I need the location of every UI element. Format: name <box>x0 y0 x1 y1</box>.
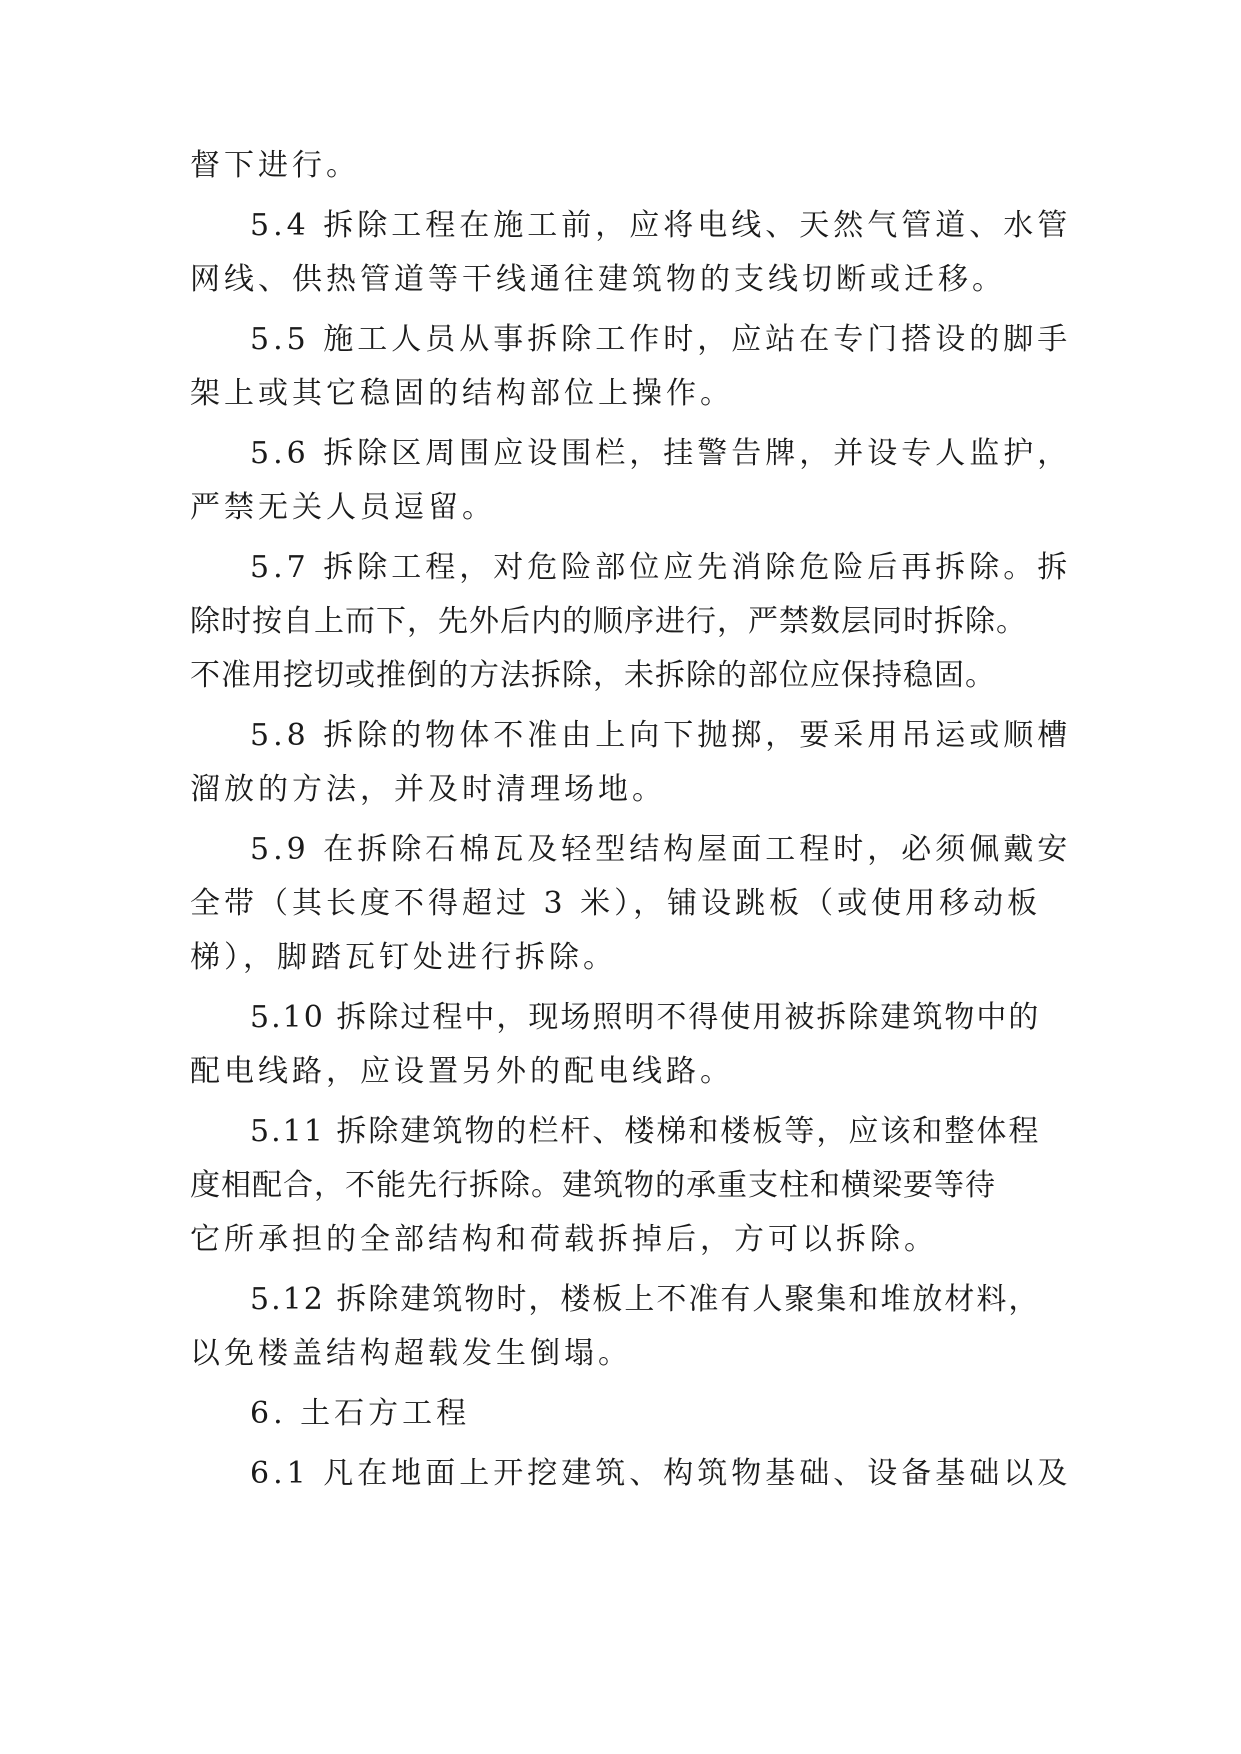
text-line: 不准用挖切或推倒的方法拆除，未拆除的部位应保持稳固。 <box>190 658 996 693</box>
paragraph-5-7: 5.7 拆除工程，对危险部位应先消除危险后再拆除。拆 <box>250 550 1072 585</box>
text-line: 它所承担的全部结构和荷载拆掉后，方可以拆除。 <box>190 1222 938 1257</box>
text-line: 梯），脚踏瓦钉处进行拆除。 <box>190 940 617 975</box>
paragraph-6-1: 6.1 凡在地面上开挖建筑、构筑物基础、设备基础以及 <box>250 1456 1072 1491</box>
text-line: 全带（其长度不得超过 3 米），铺设跳板（或使用移动板 <box>190 886 1042 921</box>
text-line: 配电线路，应设置另外的配电线路。 <box>190 1054 734 1089</box>
section-heading-6: 6. 土石方工程 <box>250 1396 471 1431</box>
text-line: 网线、供热管道等干线通往建筑物的支线切断或迁移。 <box>190 262 1006 297</box>
paragraph-5-5: 5.5 施工人员从事拆除工作时，应站在专门搭设的脚手 <box>250 322 1072 357</box>
paragraph-5-11: 5.11 拆除建筑物的栏杆、楼梯和楼板等，应该和整体程 <box>250 1114 1041 1149</box>
text-line: 督下进行。 <box>190 148 360 183</box>
paragraph-5-6: 5.6 拆除区周围应设围栏，挂警告牌，并设专人监护， <box>250 436 1072 471</box>
text-line: 除时按自上而下，先外后内的顺序进行，严禁数层同时拆除。 <box>190 604 1027 639</box>
paragraph-5-12: 5.12 拆除建筑物时，楼板上不准有人聚集和堆放材料， <box>250 1282 1041 1317</box>
text-line: 以免楼盖结构超载发生倒塌。 <box>190 1336 632 1371</box>
text-line: 严禁无关人员逗留。 <box>190 490 496 525</box>
text-line: 度相配合，不能先行拆除。建筑物的承重支柱和横梁要等待 <box>190 1168 996 1203</box>
paragraph-5-9: 5.9 在拆除石棉瓦及轻型结构屋面工程时，必须佩戴安 <box>250 832 1072 867</box>
text-line: 溜放的方法，并及时清理场地。 <box>190 772 666 807</box>
paragraph-5-8: 5.8 拆除的物体不准由上向下抛掷，要采用吊运或顺槽 <box>250 718 1072 753</box>
text-line: 架上或其它稳固的结构部位上操作。 <box>190 376 734 411</box>
paragraph-5-4: 5.4 拆除工程在施工前，应将电线、天然气管道、水管 <box>250 208 1072 243</box>
paragraph-5-10: 5.10 拆除过程中，现场照明不得使用被拆除建筑物中的 <box>250 1000 1041 1035</box>
